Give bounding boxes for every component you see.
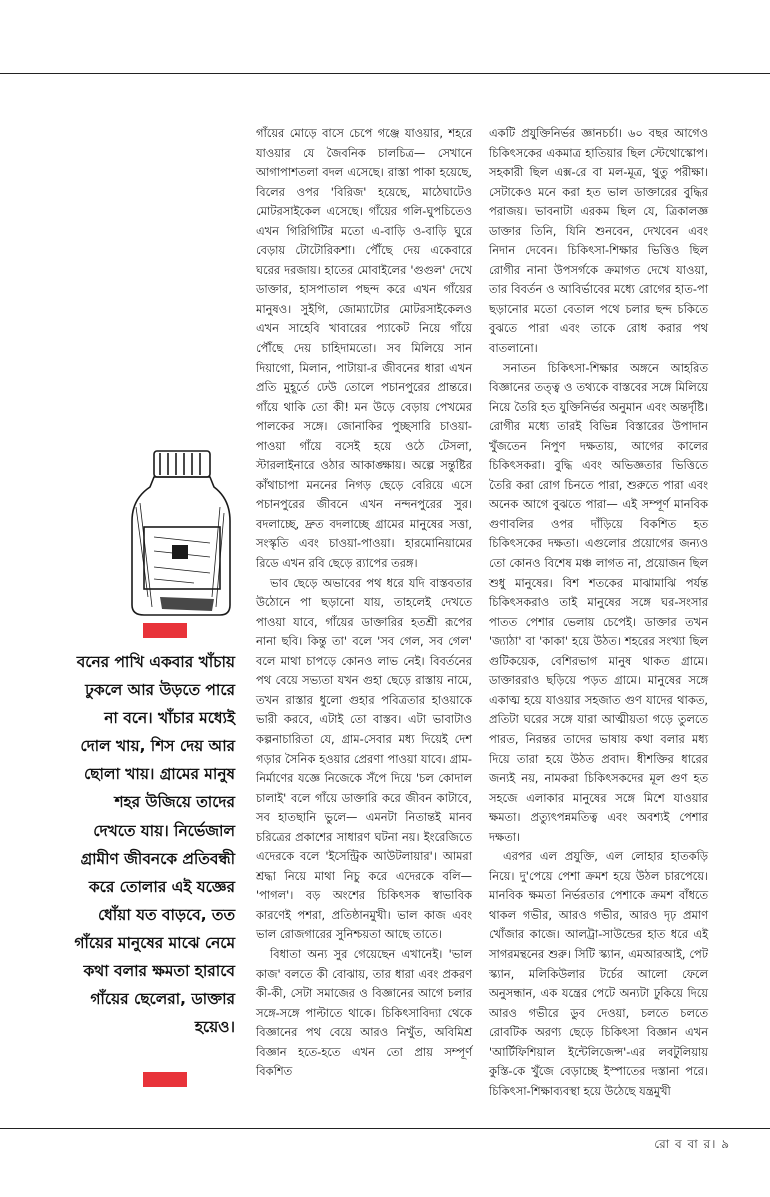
- paragraph: ভাব ছেড়ে অভাবের পথ ধরে যদি বাস্তবতার উঠোনে পা ছড়ানো যায়, তাহলেই দেখতে পাওয়া যাবে, গাঁয়ের ডাক্তারির হতশ্রী রূপের নানা ছবি। কিন্তু তা' বলে 'সব গেল, সব গেল' বলে মাথা চাপড়ে কোনও লাভ নেই। বিবর্তনের পথ বেয়ে সভ্যতা যখন গুহা ছেড়ে রাস্তায় নামে, তখন রাস্তার ধুলো গুহার পবিত্রতার হাওয়াকে ভারী করবে, এটাই তো বাস্তব। এটা ভাবাটাও কল্পনাচারিতা যে, গ্রাম-সেবার মধ্য দিয়েই দেশ গড়ার সৈনিক হওয়ার প্রেরণা পাওয়া যাবে। গ্রাম-নির্মাণের যজ্ঞে নিজেকে সঁপে দিয়ে 'চল কোদাল চালাই' বলে গাঁয়ে ডাক্তারি করে জীবন কাটাবে, সব হাতছানি ভুলে— এমনটা নিতান্তই মানব চরিত্রের প্রকাশের সাধারণ ঘটনা নয়। ইংরেজিতে এদেরকে বলে 'ইসেন্ট্রিক আউটলায়ার'। আমরা শ্রদ্ধা নিয়ে মাথা নিচু করে এদেরকে বলি— 'পাগল'। বড় অংশের চিকিৎসক স্বাভাবিক কারণেই পশরা, প্রতিষ্ঠানমুখী। ভাল কাজ এবং ভাল রোজগারের সুনিশ্চয়তা আছে তাতে।: [256, 575, 472, 942]
- accent-bar: [143, 623, 187, 638]
- bottom-rule: [0, 1128, 770, 1129]
- medicine-bottle-illustration: [124, 447, 236, 619]
- top-rule: [0, 73, 770, 74]
- paragraph: এরপর এল প্রযুক্তি, এল লোহার হাতকড়ি নিয়ে। দু'পেয়ে পেশা ক্রমশ হয়ে উঠল চারপেয়ে। মানবিক ক্ষমতা নির্ভরতার পেশাকে ক্রমশ বাঁধতে থাকল গভীর, আরও গভীর, আরও দৃঢ় প্রমাণ খোঁজার কাজে। আলট্রা-সাউন্ডের হাত ধরে এই সাগরমন্থনের শুরু। সিটি স্ক্যান, এমআরআই, পেট স্ক্যান, মলিকিউলার টর্চের আলো ফেলে অনুসন্ধান, এক যন্ত্রের পেটে অন্যটা ঢুকিয়ে দিয়ে আরও গভীরে ডুব দেওয়া, চলতে চলতে রোবটিক অরণ্য ছেড়ে চিকিৎসা বিজ্ঞান এখন 'আর্টিফিশিয়াল ইন্টেলিজেন্স'-এর লবটুলিয়ায় কুস্তি-কে খুঁজে বেড়াচ্ছে ইস্পাতের দস্তানা পরে। চিকিৎসা-শিক্ষাব্যবস্থা হয়ে উঠেছে যন্ত্রমুখী: [489, 849, 708, 1098]
- accent-bar: [143, 1072, 187, 1087]
- pull-quote: বনের পাখি একবার খাঁচায় ঢুকলে আর উড়তে পারে না বনে। খাঁচার মধ্যেই দোল খায়, শিস দেয় আর ছোলা খায়। গ্রামের মানুষ শহর উজিয়ে তাদের দেখতে যায়। নির্ভেজাল গ্রামীণ জীবনকে প্রতিবন্ধী করে তোলার এই যজ্ঞের ধোঁয়া যত বাড়বে, তত গাঁয়ের মানুষের মাঝে নেমে কথা বলার ক্ষমতা হারাবে গাঁয়ের ছেলেরা, ডাক্তার হয়েও।: [74, 653, 235, 1037]
- paragraph: একটি প্রযুক্তিনির্ভর জ্ঞানচর্চা। ৬০ বছর আগেও চিকিৎসকের একমাত্র হাতিয়ার ছিল স্টেথোস্কোপ। সহকারী ছিল এক্স-রে বা মল-মূত্র, থুতু পরীক্ষা। সেটাকেও মনে করা হত ভাল ডাক্তারের বুদ্ধির পরাজয়। ভাবনাটা এরকম ছিল যে, ত্রিকালজ্ঞ ডাক্তার তিনি, যিনি শুনবেন, দেখবেন এবং নিদান দেবেন। চিকিৎসা-শিক্ষার ভিত্তিও ছিল রোগীর নানা উপসর্গকে ক্রমাগত দেখে যাওয়া, তার বিবর্তন ও আবির্ভাবের মধ্যে রোগের হাত-পা ছড়ানোর মতো বেতাল পথে চলার ছন্দ চকিতে বুঝতে পারা এবং তাকে রোধ করার পথ বাতলানো।: [489, 126, 708, 356]
- article-column-2: [489, 124, 708, 1101]
- paragraph: বিধাতা অন্য সুর গেয়েছেন এখানেই। 'ভাল কাজ' বলতে কী বোঝায়, তার ধারা এবং প্রকরণ কী-কী, সেটা সমাজের ও বিজ্ঞানের আগে চলার সঙ্গে-সঙ্গে পাল্টাতে থাকে। চিকিৎসাবিদ্যা থেকে বিজ্ঞানের পথ বেয়ে আরও নিখুঁত, অবিমিশ্র বিজ্ঞান হতে-হতে এখন তো প্রায় সম্পূর্ণ বিকশিত: [256, 946, 472, 1079]
- paragraph: গাঁয়ের মোড়ে বাসে চেপে গঞ্জে যাওয়ার, শহরে যাওয়ার যে জৈবনিক চালচিত্র— সেখানে আগাপাশতলা বদল এসেছে। রাস্তা পাকা হয়েছে, বিলের ওপর 'বিরিজ' হয়েছে, মাঠেঘাটেও মোটরসাইকেল এসেছে। গাঁয়ের গলি-ঘুপচিতেও এখন গিরিগিটির মতো এ-বাড়ি ও-বাড়ি ঘুরে বেড়ায় টোটোরিকশা। পৌঁছে দেয় একেবারে ঘরের দরজায়। হাতের মোবাইলের 'গুগুল' দেখে ডাক্তার, হাসপাতাল পছন্দ করে এখন গাঁয়ের মানুষও। সুইগি, জোম্যাটোর মোটরসাইকেলও এখন সাহেবি খাবারের প্যাকেট নিয়ে গাঁয়ে পৌঁছে দেয় চাহিদামতো। সব মিলিয়ে সান দিয়াগো, মিলান, পাটায়া-র জীবনের ধারা এখন প্রতি মুহূর্তে ঢেউ তোলে পচানপুরের প্রান্তরে। গাঁয়ে থাকি তো কী! মন উড়ে বেড়ায় পেখমের পালকের সঙ্গে। জোনাকির পুচ্ছসারি চাওয়া-পাওয়া গাঁয়ে বসেই হয়ে ওঠে টেসলা, স্টারলাইনারে ওঠার আকাঙ্ক্ষায়। অল্পে সন্তুষ্টির কাঁথাচাপা মননের নিগড় ছেড়ে বেরিয়ে এসে পচানপুরের জীবনে এখন নন্দনপুরের সুর। বদলাচ্ছে, দ্রুত বদলাচ্ছে গ্রামের মানুষের সত্তা, সংস্কৃতি এবং চাওয়া-পাওয়া। হারমোনিয়ামের রিডে এখন রবি ছেড়ে র‍্যাপের তরঙ্গ।: [256, 126, 472, 571]
- page-footer: রো ব বা র। ৯: [654, 1137, 730, 1151]
- paragraph: সনাতন চিকিৎসা-শিক্ষার অঙ্গনে আহরিত বিজ্ঞানের তত্ত্ব ও তথ্যকে বাস্তবের সঙ্গে মিলিয়ে নিয়ে তৈরি হত যুক্তিনির্ভর অনুমান এবং অন্তর্দৃষ্টি। রোগীর মধ্যে তারই বিভিন্ন বিস্তারের উপাদান খুঁজতেন নিপুণ দক্ষতায়, আগের কালের চিকিৎসকরা। বুদ্ধি এবং অভিজ্ঞতার ভিত্তিতে তৈরি করা রোগ চিনতে পারা, শুরুতে পারা এবং অনেক আগে বুঝতে পারা— এই সম্পূর্ণ মানবিক গুণাবলির ওপর দাঁড়িয়ে বিকশিত হত চিকিৎসকের দক্ষতা। এগুলোর প্রয়োগের জন্যও তো কোনও বিশেষ মঞ্চ লাগত না, প্রয়োজন ছিল শুধু মানুষের। বিশ শতকের মাঝামাঝি পর্যন্ত চিকিৎসকরাও তাই মানুষের সঙ্গে ঘর-সংসার পাতত পেশার ভেলায় চেপেই। ডাক্তার তখন 'জ্যাঠা' বা 'কাকা' হয়ে উঠত। শহরের সংখ্যা ছিল গুটিকয়েক, বেশিরভাগ মানুষ থাকত গ্রামে। ডাক্তাররাও ছড়িয়ে পড়ত গ্রামে। মানুষের সঙ্গে একাত্ম হয়ে যাওয়ার সহজাত গুণ যাদের থাকত, প্রতিটা ঘরের সঙ্গে যারা আত্মীয়তা গড়ে তুলতে পারত, নিরন্তর তাদের ভাষায় কথা বলার মধ্য দিয়ে তারা হয়ে উঠত প্রবাদ। ধীশক্তির ধারের জন্যই নয়, নামকরা চিকিৎসকদের মূল গুণ হত সহজে এলাকার মানুষের সঙ্গে মিশে যাওয়ার ক্ষমতা। প্রত্যুৎপন্নমতিত্ব এবং অবশ্যই পেশার দক্ষতা।: [489, 360, 708, 844]
- article-column-1: [256, 124, 472, 1082]
